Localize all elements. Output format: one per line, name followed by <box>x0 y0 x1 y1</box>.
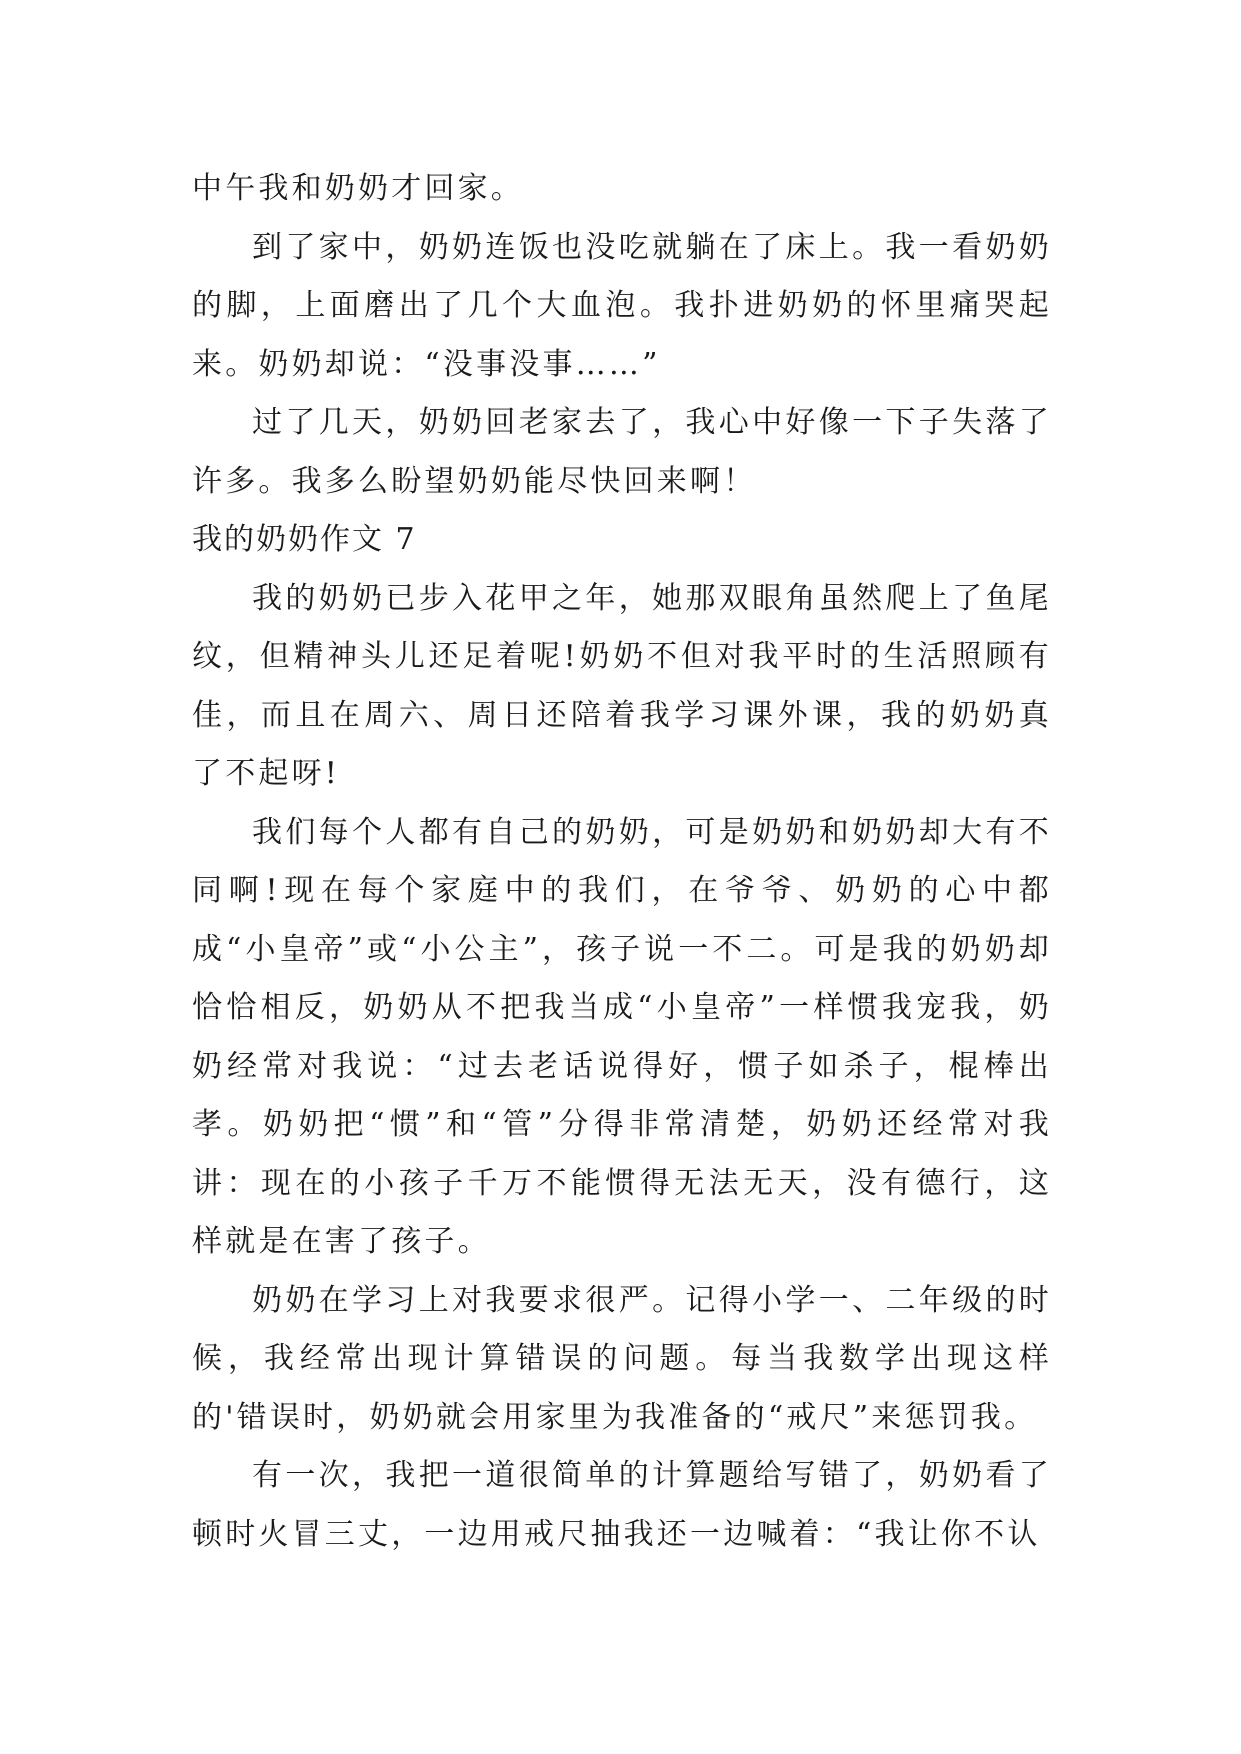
paragraph: 有一次，我把一道很简单的计算题给写错了，奶奶看了顿时火冒三丈，一边用戒尺抽我还一边喊着：“我让你不认 <box>192 1458 1052 1552</box>
paragraph: 我们每个人都有自己的奶奶，可是奶奶和奶奶却大有不同啊!现在每个家庭中的我们，在爷爷、奶奶的心中都成“小皇帝”或“小公主”，孩子说一不二。可是我的奶奶却恰恰相反，奶奶从不把我当成“小皇帝”一样惯我宠我，奶奶经常对我说：“过去老话说得好，惯子如杀子，棍棒出孝。奶奶把“惯”和“管”分得非常清楚，奶奶还经常对我讲：现在的小孩子千万不能惯得无法无天，没有德行，这样就是在害了孩子。 <box>192 814 1053 1259</box>
paragraph: 过了几天，奶奶回老家去了，我心中好像一下子失落了许多。我多么盼望奶奶能尽快回来啊！ <box>192 405 1052 499</box>
paragraph-continuation: 中午我和奶奶才回家。 <box>192 171 524 206</box>
section-heading: 我的奶奶作文 7 <box>192 522 417 557</box>
paragraph: 奶奶在学习上对我要求很严。记得小学一、二年级的时候，我经常出现计算错误的问题。每当我数学出现这样的'错误时，奶奶就会用家里为我准备的“戒尺”来惩罚我。 <box>192 1282 1052 1435</box>
paragraph: 到了家中，奶奶连饭也没吃就躺在了床上。我一看奶奶的脚，上面磨出了几个大血泡。我扑进奶奶的怀里痛哭起来。奶奶却说：“没事没事……” <box>192 229 1052 382</box>
document-body <box>192 160 1052 1564</box>
paragraph: 我的奶奶已步入花甲之年，她那双眼角虽然爬上了鱼尾纹，但精神头儿还足着呢!奶奶不但对我平时的生活照顾有佳，而且在周六、周日还陪着我学习课外课，我的奶奶真了不起呀! <box>192 580 1052 791</box>
